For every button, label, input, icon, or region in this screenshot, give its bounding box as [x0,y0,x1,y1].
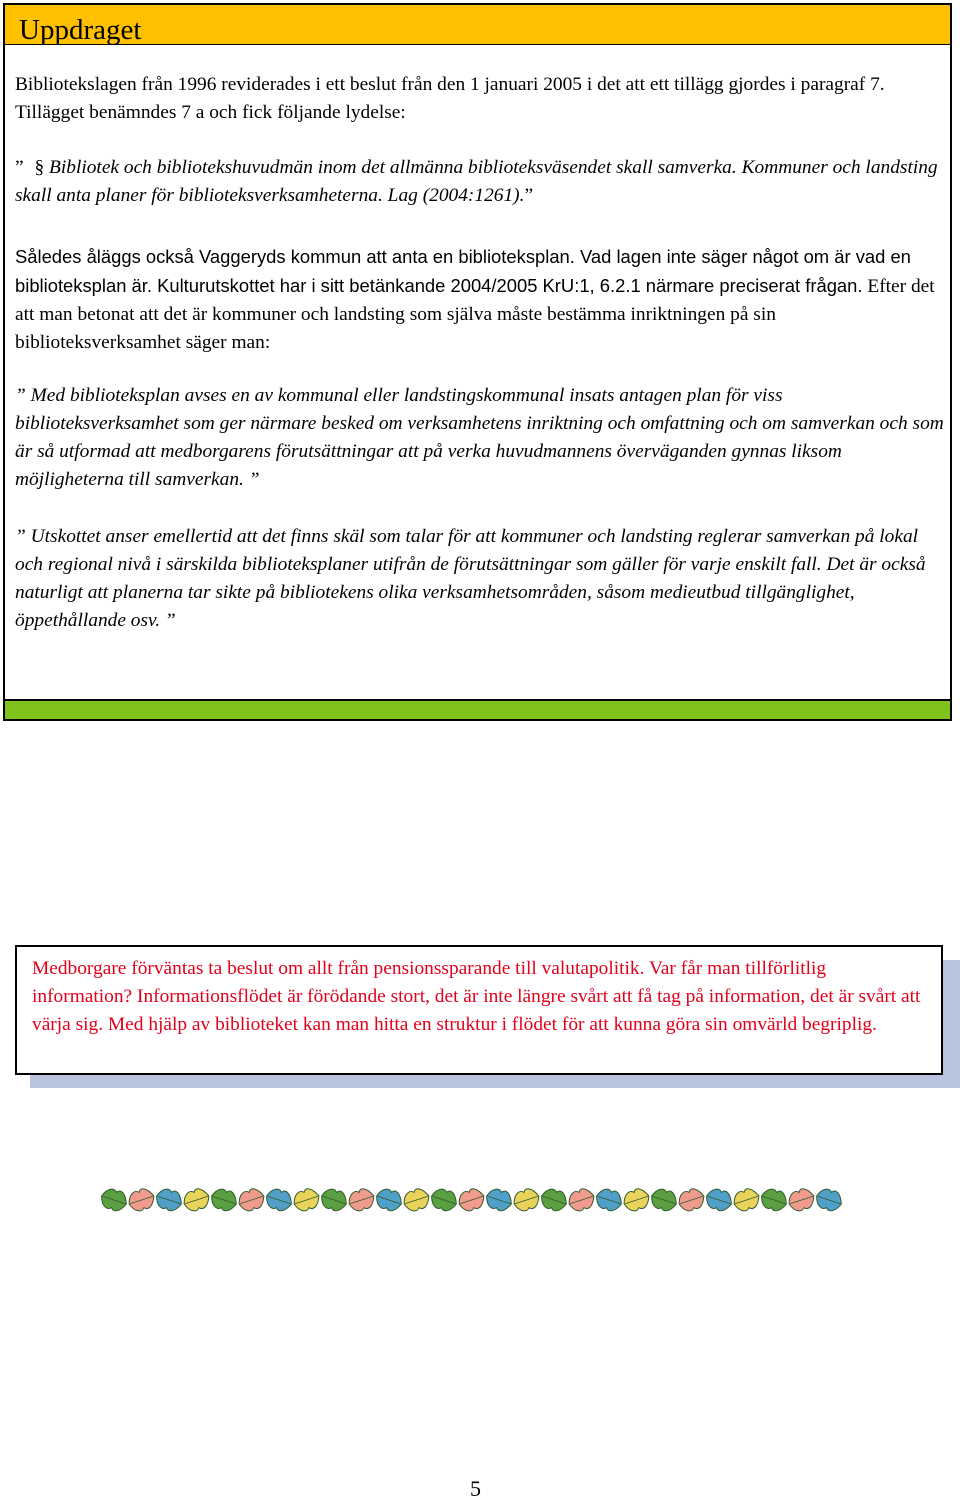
title-bar [5,5,950,45]
leaf-border-icon [100,1185,860,1215]
leaf-icon [621,1186,652,1213]
leaf-icon [456,1186,487,1213]
law-quote-text: Bibliotek och bibliotekshuvudmän inom det allmänna biblioteksväsendet skall samverka. Kommuner och landsting skall anta planer för biblioteksverksamheterna. Lag (2004:1261). [15,157,938,206]
leaf-icon [264,1186,295,1213]
leaf-icon [100,1186,130,1213]
leaf-icon [154,1186,185,1213]
callout-box [15,945,943,1075]
law-quote [15,154,945,210]
callout-text: Medborgare förväntas ta beslut om allt från pensionssparande till valutapolitik. Var får man tillförlitlig information? Informationsflödet är förödande stort, det är inte längre svårt att få tag på information, det är svårt att värja sig. Med hjälp av biblioteket kan man hitta en struktur i flödet för att kunna göra sin omvärld begriplig. [32,958,921,1035]
quote-close-mark: ” [524,185,534,206]
context-text: Således åläggs också Vaggeryds kommun att anta en biblioteksplan. Vad lagen inte säger något om är vad en biblioteksplan är. Kulturutskottet har i sitt betänkande 2004/2005 KrU:1, 6.2.1 närmare preciserat frågan. [15,246,911,296]
quote-open-mark: ” [15,526,26,547]
leaf-icon [374,1186,405,1213]
committee-quote-2-text: Utskottet anser emellertid att det finns skäl som talar för att kommuner och landsting reglerar samverkan på lokal och regional nivå i särskilda biblioteksplaner utifrån de förutsättningar som gäller för varje enskilt fall. Det är också naturligt att planerna tar sikte på bibliotekens olika verksamhetsområden, såsom medieutbud tillgänglighet, öppethållande osv. [15,526,926,631]
assignment-box-footer-bar [3,699,952,721]
leaf-icon [401,1186,432,1213]
leaf-icon [676,1186,707,1213]
leaf-icon [566,1186,597,1213]
leaf-icon [511,1186,542,1213]
leaf-icon [126,1186,157,1213]
context-paragraph [15,243,945,357]
quote-close-mark: ” [248,469,260,490]
leaf-icon [319,1186,350,1213]
committee-quote-1-text: Med biblioteksplan avses en av kommunal eller landstingskommunal insats antagen plan för viss biblioteksverksamhet som ger närmare besked om verksamhetens inriktning och omfattning och om samverkan och som är så utformad att medborgarens förutsättningar att på verka huvudmannens överväganden gynnas liksom möjligheterna till samverkan. [15,385,944,490]
leaf-icon [429,1186,460,1213]
page-number: 5 [470,1476,481,1501]
leaf-icon [539,1186,570,1213]
leaf-border-graphic [100,1185,860,1215]
leaf-icon [649,1186,680,1213]
leaf-icon [209,1186,240,1213]
leaf-icon [594,1186,625,1213]
quote-open-mark: ” [15,385,26,406]
intro-text: Bibliotekslagen från 1996 reviderades i ett beslut från den 1 januari 2005 i det att ett tillägg gjordes i paragraf 7. Tillägget benämndes 7 a och fick följande lydelse: [15,74,885,123]
section-sign: § [34,157,45,178]
leaf-icon [181,1186,212,1213]
intro-paragraph [15,71,945,127]
leaf-icon [759,1186,790,1213]
leaf-icon [704,1186,735,1213]
leaf-icon [291,1186,322,1213]
leaf-icon [814,1186,845,1213]
quote-open-mark: ” [15,157,24,178]
quote-close-mark: ” [164,610,176,631]
context-text-continued: Efter det att man betonat att det är kommuner och landsting som själva måste bestämma inriktningen på sin biblioteksverksamhet säger man: [15,276,935,353]
committee-quote-2 [15,523,945,635]
leaf-icon [731,1186,762,1213]
leaf-icon [484,1186,515,1213]
leaf-icon [786,1186,817,1213]
page-title: Uppdraget [19,14,142,46]
leaf-icon [236,1186,267,1213]
leaf-icon [346,1186,377,1213]
committee-quote-1 [15,382,945,494]
